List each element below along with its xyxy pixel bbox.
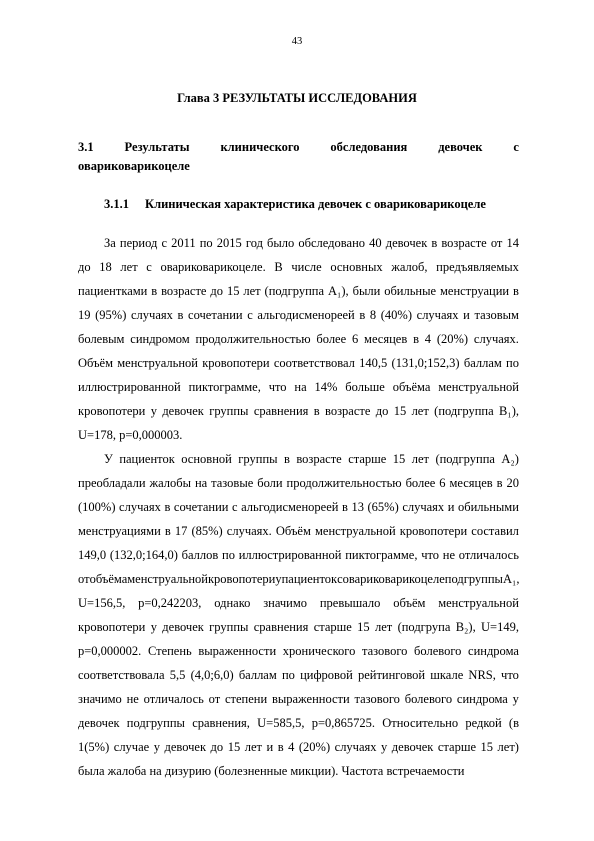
text-line: иллюстрированной пиктограмме, что на 14% больше объёма менструальной xyxy=(78,380,519,394)
text-line: болевым синдромом продолжительностью более 6 месяцев в 4 (20%) случаях. xyxy=(78,332,519,346)
subsection-title: Клиническая характеристика девочек с овариковарикоцеле xyxy=(145,197,486,211)
text-line: значимо не отличалось от степени выраженности тазового болевого синдрома у xyxy=(78,692,519,706)
section-number: 3.1 xyxy=(78,140,94,154)
text-line: кровопотери у девочек группы сравнения старше 15 лет (подгрупа B₂), U=149, xyxy=(78,620,519,634)
text-line: была жалоба на дизурию (болезненные микции). Частота встречаемости xyxy=(78,764,465,778)
section-word: девочек xyxy=(438,140,483,154)
body-text xyxy=(78,231,519,783)
section-heading xyxy=(78,138,519,176)
section-word: с xyxy=(513,140,519,154)
subsection-number: 3.1.1 xyxy=(104,197,129,211)
text-line: пациентками в возрасте до 15 лет (подгруппа A₁), были обильные менструации в xyxy=(78,284,519,298)
text-line: соответствовала 5,5 (4,0;6,0) баллам по цифровой рейтинговой шкале NRS, что xyxy=(78,668,519,682)
text-line: 19 (95%) случаях в сочетании с альгодисменореей в 8 (40%) случаях и тазовым xyxy=(78,308,519,322)
section-heading-line-2: овариковарикоцеле xyxy=(78,159,190,173)
text-line: менструациями в 17 (85%) случаях. Объём менструальной кровопотери составил xyxy=(78,524,519,538)
text-line: девочек подгруппы сравнения, U=585,5, p=0,865725. Относительно редкой (в xyxy=(78,716,519,730)
page-number: 43 xyxy=(291,36,303,47)
text-line: U=156,5, p=0,242203, однако значимо превышало объём менструальной xyxy=(78,596,519,610)
chapter-title: Глава 3 РЕЗУЛЬТАТЫ ИССЛЕДОВАНИЯ xyxy=(177,91,417,105)
text-line: У пациенток основной группы в возрасте старше 15 лет (подгруппа A₂) xyxy=(104,452,519,466)
section-word: обследования xyxy=(330,140,408,154)
text-line: (100%) случаях в сочетании с альгодисменореей в 13 (65%) случаях и обильными xyxy=(78,500,519,514)
paragraph-2 xyxy=(78,447,519,783)
text-line: до 18 лет с овариковарикоцеле. В числе основных жалоб, предъявляемых xyxy=(78,260,519,274)
text-line: кровопотери у девочек группы сравнения в возрасте до 15 лет (подгруппа B₁), xyxy=(78,404,519,418)
section-word: клинического xyxy=(220,140,300,154)
text-line: U=178, p=0,000003. xyxy=(78,428,183,442)
section-heading-line-1 xyxy=(78,138,519,157)
text-line: преобладали жалобы на тазовые боли продолжительностью более 6 месяцев в 20 xyxy=(78,476,519,490)
text-line: p=0,000002. Степень выраженности хронического тазового болевого синдрома xyxy=(78,644,519,658)
text-line: от объёма менструальной кровопотери у пациенток с овариковарикоцеле подгруппы A₁, xyxy=(78,572,520,586)
text-line: За период с 2011 по 2015 год было обследовано 40 девочек в возрасте от 14 xyxy=(104,236,519,250)
paragraph-1 xyxy=(78,231,519,447)
text-line: Объём менструальной кровопотери соответствовал 140,5 (131,0;152,3) баллам по xyxy=(78,356,519,370)
text-line: 149,0 (132,0;164,0) баллов по иллюстрированной пиктограмме, что не отличалось xyxy=(78,548,519,562)
subsection-heading xyxy=(104,197,486,212)
section-word: Результаты xyxy=(124,140,190,154)
text-line: 1(5%) случае у девочек до 15 лет и в 4 (20%) случаях у девочек старше 15 лет) xyxy=(78,740,519,754)
